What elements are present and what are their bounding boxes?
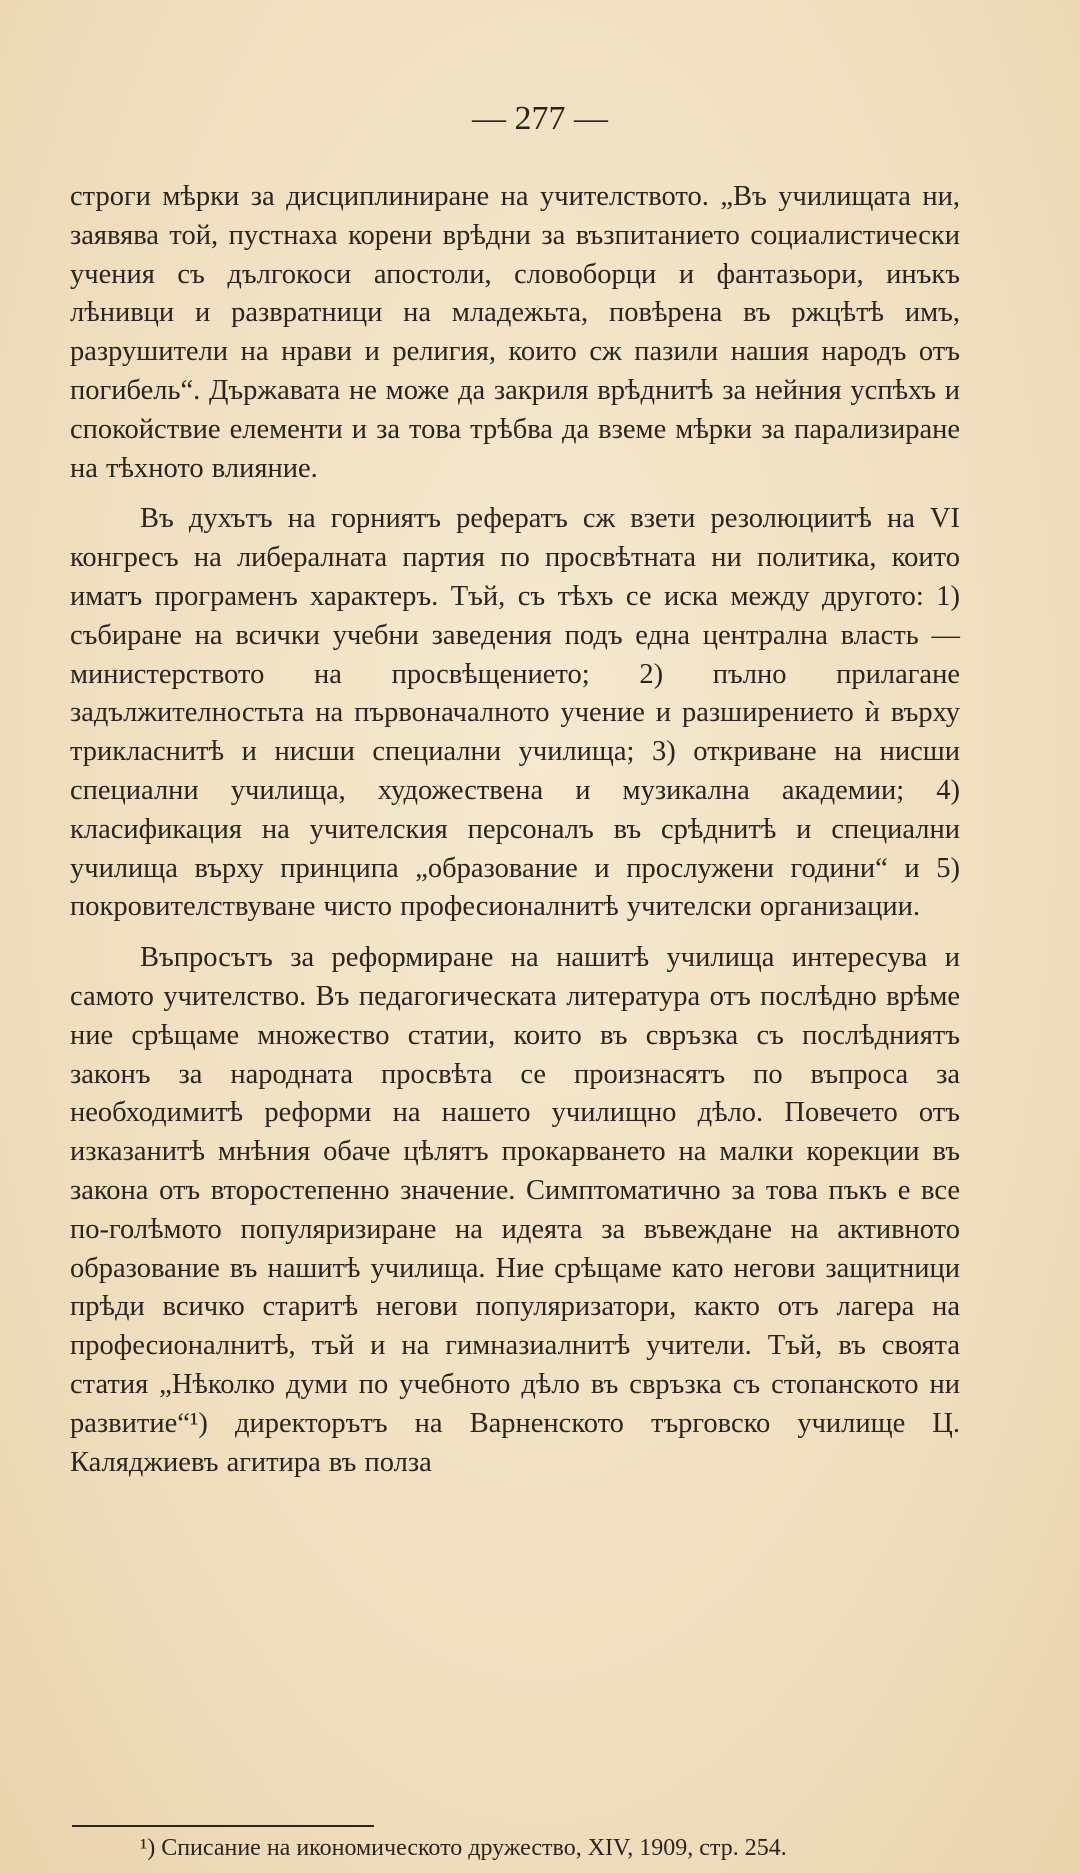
body-text — [70, 178, 960, 1494]
paragraph-continuation: строги мѣрки за дисциплиниране на учителството. „Въ училищата ни, заявява той, пустнаха корени врѣдни за възпитанието социалистически учения съ дългокоси апостоли, словоборци и фантазьори, инъкъ лѣнивци и развратници на младежьта, повѣрена въ ржцѣтѣ имъ, разрушители на нрави и религия, които сж пазили нашия народъ отъ погибель“. Държавата не може да закриля врѣднитѣ за нейния успѣхъ и спокойствие елементи и за това трѣбва да вземе мѣрки за парализиране на тѣхното влияние. — [70, 181, 960, 484]
page-number: — 277 — — [472, 100, 608, 137]
paragraph-resolutions: Въ духътъ на горниятъ рефератъ сж взети резолюциитѣ на VI конгресъ на либералната партия по просвѣтната ни политика, които иматъ програменъ характеръ. Тъй, съ тѣхъ се иска между другото: 1) събиране на всички учебни заведения подъ една централна власть — министерството на просвѣщението; 2) пълно прилагане задължителностьта на първоначалното учение и разширението ѝ върху трикласнитѣ и нисши специални училища; 3) откриване на нисши специални училища, художествена и музикална академии; 4) класификация на учителския персоналъ въ срѣднитѣ и специални училища върху принципа „образование и прослужени години“ и 5) покровителствуване чисто професионалнитѣ учителски организации. — [70, 503, 960, 923]
footnote: ¹) Списание на икономическото дружество, XIV, 1909, стр. 254. — [140, 1835, 787, 1861]
paragraph-reform-question: Въпросътъ за реформиране на нашитѣ училища интересува и самото учителство. Въ педагогическата литература отъ послѣдно врѣме ние срѣщаме множество статии, които въ свръзка съ послѣдниятъ законъ за народната просвѣта се произнасятъ по въпроса за необходимитѣ реформи на нашето училищно дѣло. Повечето отъ изказанитѣ мнѣния обаче цѣлятъ прокарването на малки корекции въ закона отъ второстепенно значение. Симптоматично за това пъкъ е все по-голѣмото популяризиране на идеята за въвеждане на активното образование въ нашитѣ училища. Ние срѣщаме като негови защитници прѣди всичко старитѣ негови популяризатори, както отъ лагера на професионалнитѣ, тъй и на гимназиалнитѣ учители. Тъй, въ своята статия „Нѣколко думи по учебното дѣло въ свръзка съ стопанското ни развитие“¹) директорътъ на Варненското търговско училище Ц. Каляджиевъ агитира въ полза — [70, 942, 960, 1478]
footnote-divider — [72, 1825, 374, 1827]
